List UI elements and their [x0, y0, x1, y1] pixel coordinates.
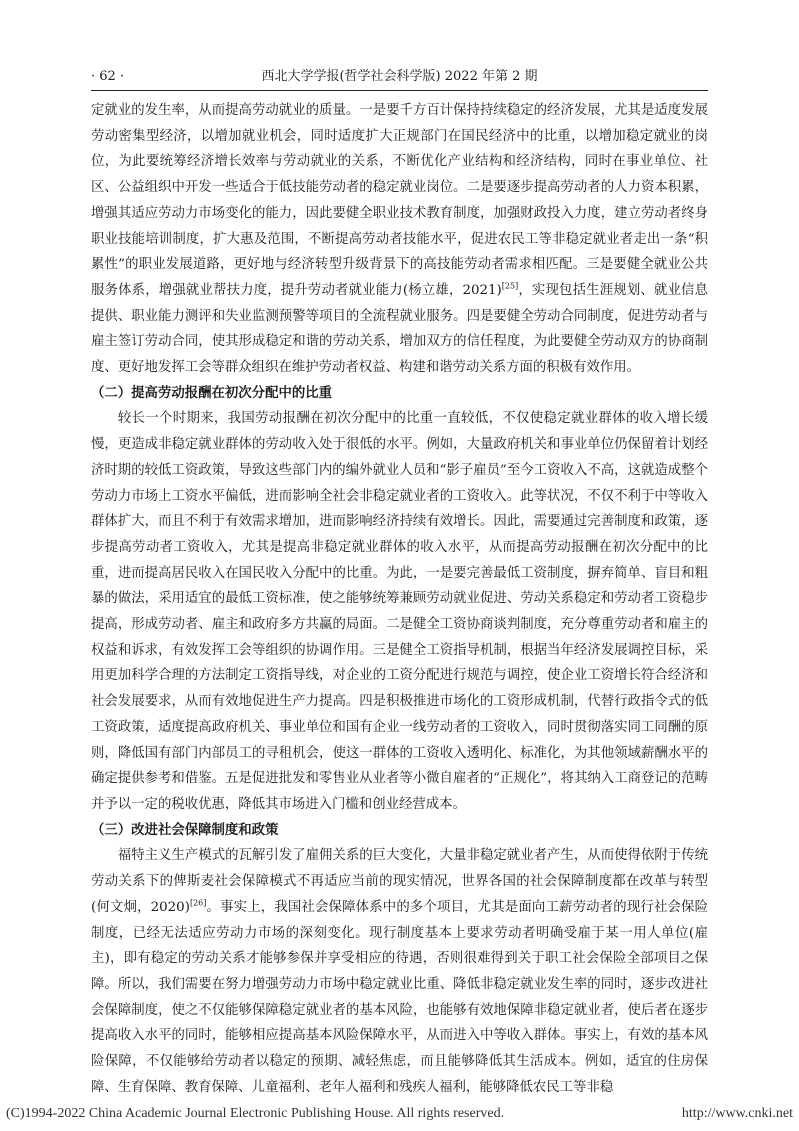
paragraph: 福特主义生产模式的瓦解引发了雇佣关系的巨大变化，大量非稳定就业者产生，从而使得依附于传统劳动关系下的俾斯麦社会保障模式不再适应当前的现实情况，世界各国的社会保障制度都在改革与转型(何文炯，2020)[26]。事实上，我国社会保障体系中的多个项目，尤其是面向工薪劳动者的现行社会保险制度，已经无法适应劳动力市场的深刻变化。现行制度基本上要求劳动者明确受雇于某一用人单位(雇主)，即有稳定的劳动关系才能够参保并享受相应的待遇，否则很难得到关于职工社会保险全部项目之保障。所以，我们需要在努力增强劳动力市场中稳定就业比重、降低非稳定就业发生率的同时，逐步改进社会保障制度，使之不仅能够保障稳定就业者的基本风险，也能够有效地保障非稳定就业者，使后者在逐步提高收入水平的同时，能够相应提高基本风险保障水平，从而进入中等收入群体。事实上，有效的基本风险保障，不仅能够给劳动者以稳定的预期、减轻焦虑，而且能够降低其生活成本。例如，适宜的住房保障、生育保障、教育保障、儿童福利、老年人福利和残疾人福利，能够降低农民工等非稳	[91, 848, 709, 1095]
copyright-notice: (C)1994-2022 China Academic Journal Electronic Publishing House. All rights reserved.	[6, 1106, 505, 1121]
paragraph: 较长一个时期来，我国劳动报酬在初次分配中的比重一直较低，不仅使稳定就业群体的收入增长缓慢，更造成非稳定就业群体的劳动收入处于很低的水平。例如，大量政府机关和事业单位仍保留着计划经济时期的较低工资政策，导致这些部门内的编外就业人员和“影子雇员”至今工资收入不高，这就造成整个劳动力市场上工资水平偏低，进而影响全社会非稳定就业者的工资收入。此等状况，不仅不利于中等收入群体扩大，而且不利于有效需求增加，进而影响经济持续有效增长。因此，需要通过完善制度和政策，逐步提高劳动者工资收入，尤其是提高非稳定就业群体的收入水平，从而提高劳动报酬在初次分配中的比重，进而提高居民收入在国民收入分配中的比重。为此，一是要完善最低工资制度，摒弃简单、盲目和粗暴的做法，采用适宜的最低工资标准，使之能够统筹兼顾劳动就业促进、劳动关系稳定和劳动者工资稳步提高，形成劳动者、雇主和政府多方共赢的局面。二是健全工资协商谈判制度，充分尊重劳动者和雇主的权益和诉求，有效发挥工会等组织的协调作用。三是健全工资指导机制，根据当年经济发展调控目标，采用更加科学合理的方法制定工资指导线，对企业的工资分配进行规范与调控，使企业工资增长符合经济和社会发展要求，从而有效地促进生产力提高。四是积极推进市场化的工资形成机制，代替行政指令式的低工资政策，适度提高政府机关、事业单位和国有企业一线劳动者的工资收入，同时贯彻落实同工同酬的原则，降低国有部门内部员工的寻租机会，使这一群体的工资收入透明化、标准化，为其他领域薪酬水平的确定提供参考和借鉴。五是促进批发和零售业从业者等小微自雇者的“正规化”，将其纳入工商登记的范畴并予以一定的税收优惠，降低其市场进入门槛和创业经营成本。	[91, 411, 708, 812]
article-body	[91, 98, 708, 1100]
header-rule	[91, 90, 708, 91]
running-header	[91, 66, 708, 88]
journal-title: 西北大学学报(哲学社会科学版) 2022 年第 2 期	[261, 69, 538, 84]
page-number: · 62 ·	[91, 69, 125, 84]
cnki-link[interactable]: http://www.cnki.net	[681, 1106, 793, 1121]
page-footer	[6, 1105, 793, 1123]
section-heading: （二）提高劳动报酬在初次分配中的比重	[91, 385, 333, 401]
citation-ref[interactable]: [26]	[189, 898, 207, 908]
citation-ref[interactable]: [25]	[501, 281, 519, 291]
paragraph: 定就业的发生率，从而提高劳动就业的质量。一是要千方百计保持持续稳定的经济发展，尤其是适度发展劳动密集型经济，以增加就业机会，同时适度扩大正规部门在国民经济中的比重，以增加稳定就业的岗位，为此要统筹经济增长效率与劳动就业的关系，不断优化产业结构和经济结构，同时在事业单位、社区、公益组织中开发一些适合于低技能劳动者的稳定就业岗位。二是要逐步提高劳动者的人力资本积累，增强其适应劳动力市场变化的能力，因此要健全职业技术教育制度，加强财政投入力度，建立劳动者终身职业技能培训制度，扩大惠及范围，不断提高劳动者技能水平，促进农民工等非稳定就业者走出一条“积累性”的职业发展道路，更好地与经济转型升级背景下的高技能劳动者需求相匹配。三是要健全就业公共服务体系，增强就业帮扶力度，提升劳动者就业能力(杨立雄，2021)[25]，实现包括生涯规划、就业信息提供、职业能力测评和失业监测预警等项目的全流程就业服务。四是要健全劳动合同制度，促进劳动者与雇主签订劳动合同，使其形成稳定和谐的劳动关系，增加双方的信任程度，为此要健全劳动双方的协商制度、更好地发挥工会等群众组织在维护劳动者权益、构建和谐劳动关系方面的积极有效作用。	[91, 103, 708, 376]
section-heading: （三）改进社会保障制度和政策	[91, 822, 279, 838]
